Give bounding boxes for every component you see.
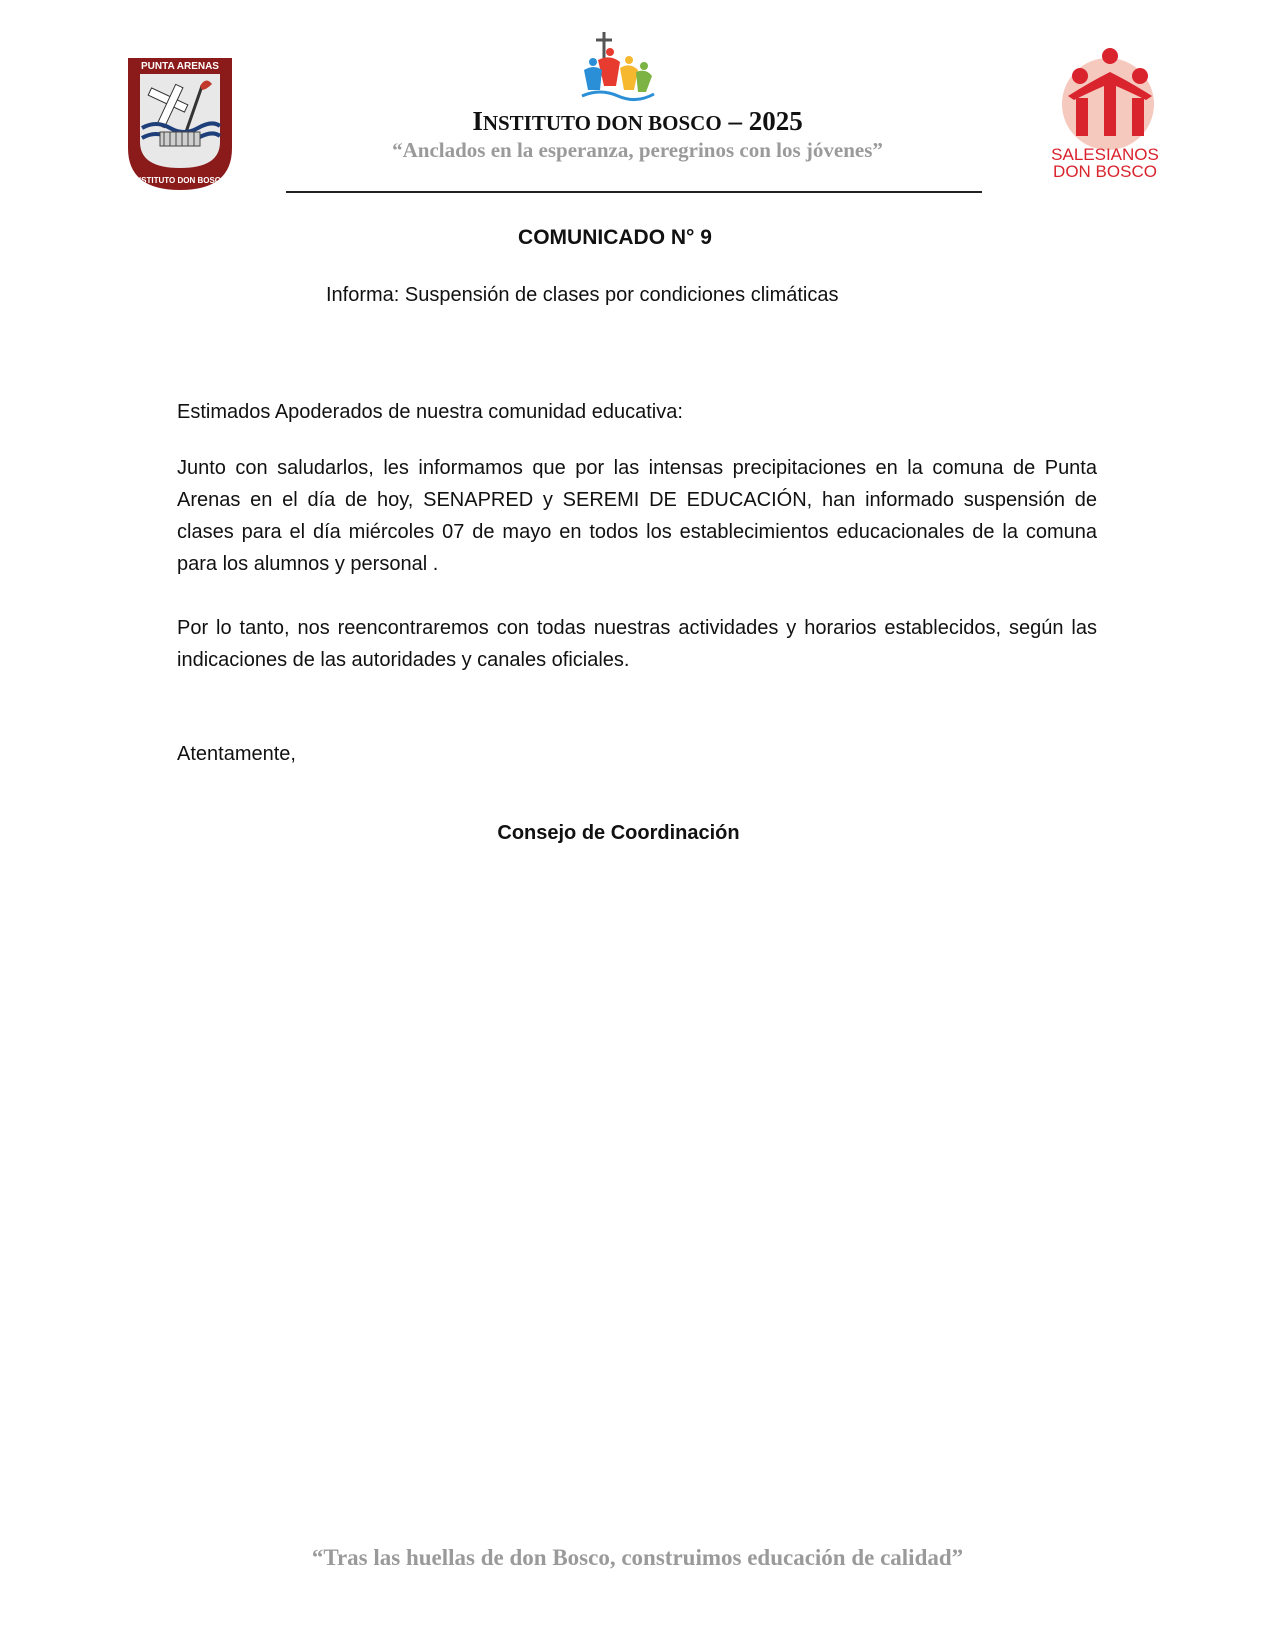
header-divider (286, 191, 982, 193)
school-title-initial: I (472, 106, 483, 136)
school-motto: “Anclados en la esperanza, peregrinos con los jóvenes” (392, 138, 883, 162)
school-title-year: – 2025 (721, 106, 803, 136)
school-title-rest: NSTITUTO DON BOSCO (482, 111, 722, 135)
salutation: Estimados Apoderados de nuestra comunidad educativa: (177, 401, 683, 423)
paragraph-followup: Por lo tanto, nos reencontraremos con todas nuestras actividades y horarios establecidos, según las indicaciones de las autoridades y canales oficiales. (177, 617, 1097, 671)
paragraph-announcement: Junto con saludarlos, les informamos que por las intensas precipitaciones en la comuna de Punta Arenas en el día de hoy, SENAPRED y SEREMI DE EDUCACIÓN, han informado suspensión de clases para el día miércoles 07 de mayo en todos los establecimientos educacionales de la comuna para los alumnos y personal . (177, 457, 1097, 575)
salesianos-logo-line2: DON BOSCO (1053, 162, 1157, 181)
school-title (0, 106, 1275, 137)
svg-text:INSTITUTO DON BOSCO: INSTITUTO DON BOSCO (133, 176, 227, 185)
jubilee-cross-logo (580, 30, 656, 106)
signature: Consejo de Coordinación (497, 822, 740, 844)
salesianos-logo-line1: SALESIANOS (1051, 145, 1159, 164)
footer-quote: “Tras las huellas de don Bosco, construimos educación de calidad” (311, 1545, 964, 1570)
svg-text:PUNTA ARENAS: PUNTA ARENAS (141, 61, 219, 72)
document-title: COMUNICADO N° 9 (518, 226, 712, 249)
closing: Atentamente, (177, 743, 296, 765)
document-subject: Informa: Suspensión de clases por condiciones climáticas (326, 284, 839, 306)
